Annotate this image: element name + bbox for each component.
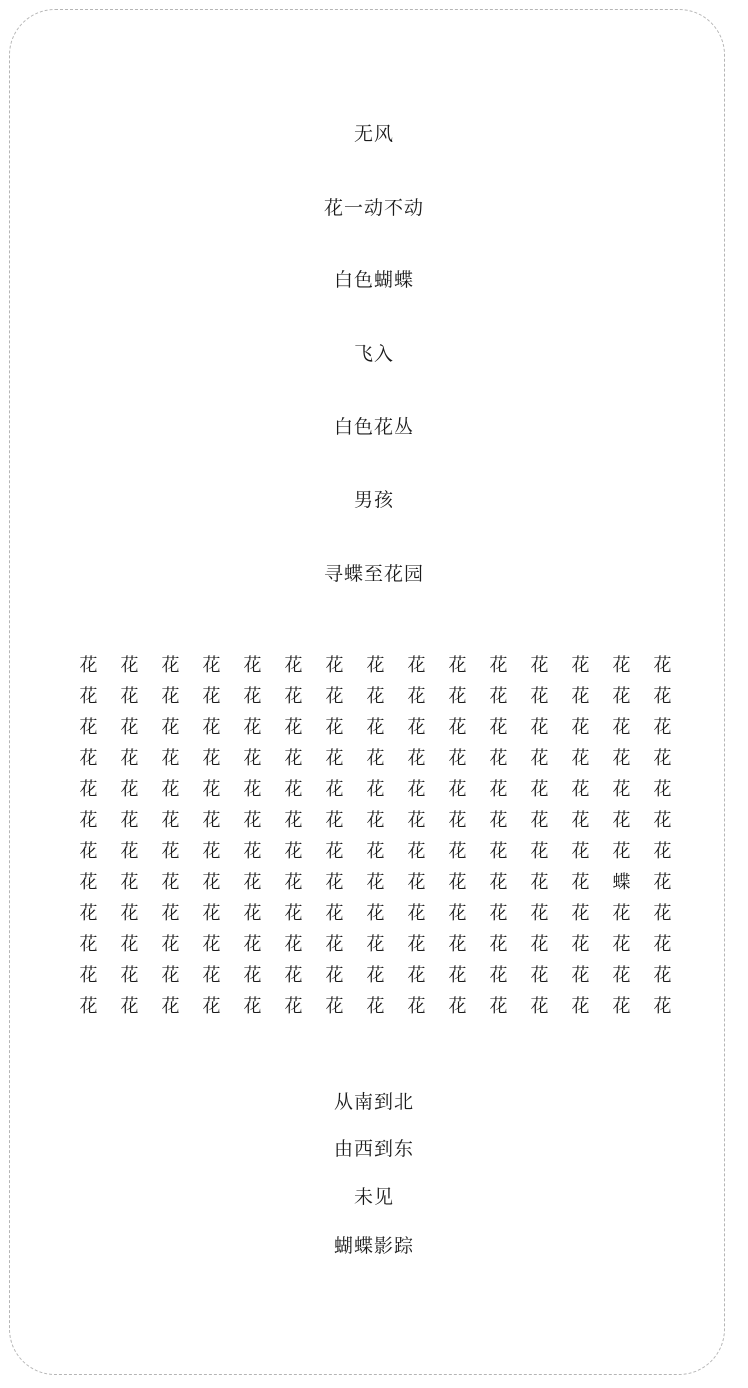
- flower-char: 花: [530, 903, 549, 924]
- flower-char: 花: [448, 934, 467, 955]
- flower-char: 花: [366, 934, 385, 955]
- flower-char: 花: [202, 965, 221, 986]
- flower-char: 花: [653, 996, 672, 1017]
- poem-line-11: 蝴蝶影踪: [333, 1235, 414, 1257]
- flower-char: 花: [653, 841, 672, 862]
- flower-char: 花: [120, 686, 139, 707]
- flower-char: 花: [79, 872, 98, 893]
- flower-char: 花: [243, 934, 262, 955]
- flower-char: 花: [202, 748, 221, 769]
- flower-char: 花: [202, 996, 221, 1017]
- flower-char: 花: [366, 996, 385, 1017]
- flower-char: 花: [161, 810, 180, 831]
- flower-char: 花: [366, 686, 385, 707]
- flower-char: 花: [284, 810, 303, 831]
- flower-char: 花: [448, 903, 467, 924]
- flower-char: 花: [284, 686, 303, 707]
- flower-char: 花: [79, 686, 98, 707]
- flower-char: 花: [653, 810, 672, 831]
- flower-char: 花: [366, 903, 385, 924]
- flower-char: 花: [120, 810, 139, 831]
- flower-char: 花: [571, 686, 590, 707]
- flower-char: 花: [79, 965, 98, 986]
- flower-char: 花: [79, 717, 98, 738]
- poem-line-4: 飞入: [353, 343, 394, 365]
- flower-char: 花: [366, 748, 385, 769]
- flower-char: 花: [120, 779, 139, 800]
- flower-char: 花: [653, 779, 672, 800]
- flower-char: 花: [161, 779, 180, 800]
- poem-line-7: 寻蝶至花园: [323, 563, 424, 585]
- flower-char: 花: [530, 779, 549, 800]
- flower-char: 花: [489, 655, 508, 676]
- flower-char: 花: [407, 655, 426, 676]
- flower-char: 花: [530, 655, 549, 676]
- butterfly-char: 蝶: [612, 872, 631, 893]
- flower-char: 花: [366, 779, 385, 800]
- flower-char: 花: [530, 810, 549, 831]
- flower-char: 花: [202, 655, 221, 676]
- flower-char: 花: [571, 779, 590, 800]
- flower-char: 花: [79, 903, 98, 924]
- flower-char: 花: [530, 686, 549, 707]
- flower-char: 花: [530, 965, 549, 986]
- flower-char: 花: [284, 779, 303, 800]
- flower-char: 花: [202, 903, 221, 924]
- flower-char: 花: [161, 965, 180, 986]
- flower-char: 花: [448, 872, 467, 893]
- flower-char: 花: [407, 748, 426, 769]
- flower-char: 花: [489, 903, 508, 924]
- flower-char: 花: [612, 965, 631, 986]
- flower-char: 花: [202, 810, 221, 831]
- flower-char: 花: [325, 717, 344, 738]
- flower-char: 花: [407, 965, 426, 986]
- flower-char: 花: [161, 996, 180, 1017]
- flower-char: 花: [243, 748, 262, 769]
- flower-char: 花: [530, 717, 549, 738]
- flower-char: 花: [366, 841, 385, 862]
- flower-char: 花: [530, 748, 549, 769]
- flower-char: 花: [325, 810, 344, 831]
- flower-char: 花: [612, 655, 631, 676]
- flower-char: 花: [161, 686, 180, 707]
- flower-char: 花: [79, 934, 98, 955]
- flower-char: 花: [243, 717, 262, 738]
- flower-char: 花: [325, 686, 344, 707]
- flower-char: 花: [612, 903, 631, 924]
- flower-char: 花: [571, 965, 590, 986]
- flower-char: 花: [407, 810, 426, 831]
- flower-char: 花: [530, 934, 549, 955]
- flower-char: 花: [571, 934, 590, 955]
- flower-char: 花: [407, 779, 426, 800]
- flower-char: 花: [243, 686, 262, 707]
- flower-char: 花: [120, 934, 139, 955]
- flower-char: 花: [407, 903, 426, 924]
- flower-char: 花: [407, 934, 426, 955]
- flower-char: 花: [243, 965, 262, 986]
- flower-char: 花: [325, 872, 344, 893]
- flower-char: 花: [612, 748, 631, 769]
- flower-char: 花: [571, 655, 590, 676]
- flower-char: 花: [571, 748, 590, 769]
- flower-garden-grid: [68, 650, 683, 1022]
- poem-line-6: 男孩: [353, 489, 394, 511]
- flower-char: 花: [407, 841, 426, 862]
- flower-char: 花: [243, 903, 262, 924]
- flower-char: 花: [284, 996, 303, 1017]
- flower-char: 花: [448, 779, 467, 800]
- flower-char: 花: [448, 965, 467, 986]
- flower-char: 花: [161, 903, 180, 924]
- flower-char: 花: [325, 996, 344, 1017]
- flower-char: 花: [407, 717, 426, 738]
- flower-char: 花: [243, 872, 262, 893]
- flower-char: 花: [612, 934, 631, 955]
- flower-char: 花: [120, 965, 139, 986]
- flower-char: 花: [161, 655, 180, 676]
- flower-char: 花: [571, 903, 590, 924]
- flower-char: 花: [284, 934, 303, 955]
- flower-char: 花: [79, 841, 98, 862]
- flower-char: 花: [161, 872, 180, 893]
- flower-char: 花: [489, 996, 508, 1017]
- flower-char: 花: [243, 779, 262, 800]
- poem-line-1: 无风: [353, 123, 394, 145]
- poem-line-10: 未见: [353, 1186, 394, 1208]
- flower-char: 花: [161, 841, 180, 862]
- flower-char: 花: [653, 934, 672, 955]
- flower-char: 花: [284, 655, 303, 676]
- flower-char: 花: [612, 686, 631, 707]
- flower-char: 花: [653, 965, 672, 986]
- poem-line-3: 白色蝴蝶: [333, 269, 414, 291]
- flower-char: 花: [366, 872, 385, 893]
- flower-char: 花: [79, 748, 98, 769]
- flower-char: 花: [366, 717, 385, 738]
- flower-char: 花: [202, 686, 221, 707]
- flower-char: 花: [366, 655, 385, 676]
- flower-char: 花: [202, 872, 221, 893]
- flower-char: 花: [284, 872, 303, 893]
- flower-char: 花: [571, 841, 590, 862]
- flower-char: 花: [489, 810, 508, 831]
- flower-char: 花: [325, 903, 344, 924]
- flower-char: 花: [653, 872, 672, 893]
- flower-char: 花: [79, 810, 98, 831]
- flower-char: 花: [571, 810, 590, 831]
- flower-char: 花: [653, 748, 672, 769]
- flower-char: 花: [120, 717, 139, 738]
- poem-line-5: 白色花丛: [333, 416, 414, 438]
- flower-char: 花: [366, 810, 385, 831]
- flower-char: 花: [120, 748, 139, 769]
- flower-char: 花: [79, 655, 98, 676]
- flower-char: 花: [120, 841, 139, 862]
- flower-char: 花: [489, 748, 508, 769]
- flower-char: 花: [448, 717, 467, 738]
- flower-char: 花: [653, 717, 672, 738]
- flower-char: 花: [448, 810, 467, 831]
- flower-char: 花: [79, 779, 98, 800]
- flower-char: 花: [489, 779, 508, 800]
- flower-char: 花: [325, 748, 344, 769]
- flower-char: 花: [407, 872, 426, 893]
- flower-char: 花: [612, 810, 631, 831]
- flower-char: 花: [284, 965, 303, 986]
- flower-char: 花: [612, 841, 631, 862]
- flower-char: 花: [530, 872, 549, 893]
- flower-char: 花: [489, 841, 508, 862]
- flower-char: 花: [653, 903, 672, 924]
- flower-char: 花: [571, 872, 590, 893]
- flower-char: 花: [612, 996, 631, 1017]
- flower-char: 花: [325, 934, 344, 955]
- poem-line-8: 从南到北: [333, 1091, 414, 1113]
- flower-char: 花: [448, 686, 467, 707]
- flower-char: 花: [325, 655, 344, 676]
- flower-char: 花: [120, 996, 139, 1017]
- flower-char: 花: [325, 779, 344, 800]
- flower-char: 花: [243, 655, 262, 676]
- flower-char: 花: [161, 748, 180, 769]
- poem-line-2: 花一动不动: [323, 197, 424, 219]
- flower-char: 花: [284, 841, 303, 862]
- flower-char: 花: [489, 965, 508, 986]
- flower-char: 花: [571, 996, 590, 1017]
- flower-char: 花: [530, 996, 549, 1017]
- flower-char: 花: [120, 903, 139, 924]
- flower-char: 花: [612, 717, 631, 738]
- flower-char: 花: [612, 779, 631, 800]
- flower-char: 花: [653, 686, 672, 707]
- flower-char: 花: [448, 748, 467, 769]
- poem-line-9: 由西到东: [333, 1138, 414, 1160]
- flower-char: 花: [161, 717, 180, 738]
- flower-char: 花: [407, 996, 426, 1017]
- flower-char: 花: [243, 810, 262, 831]
- flower-char: 花: [489, 934, 508, 955]
- flower-char: 花: [489, 686, 508, 707]
- flower-char: 花: [243, 996, 262, 1017]
- flower-char: 花: [161, 934, 180, 955]
- flower-char: 花: [243, 841, 262, 862]
- flower-char: 花: [284, 717, 303, 738]
- flower-char: 花: [448, 996, 467, 1017]
- flower-char: 花: [571, 717, 590, 738]
- flower-char: 花: [120, 655, 139, 676]
- flower-char: 花: [366, 965, 385, 986]
- flower-char: 花: [489, 872, 508, 893]
- flower-char: 花: [530, 841, 549, 862]
- flower-char: 花: [202, 841, 221, 862]
- flower-char: 花: [448, 841, 467, 862]
- flower-char: 花: [325, 841, 344, 862]
- flower-char: 花: [325, 965, 344, 986]
- flower-char: 花: [448, 655, 467, 676]
- flower-char: 花: [120, 872, 139, 893]
- flower-char: 花: [653, 655, 672, 676]
- flower-char: 花: [202, 779, 221, 800]
- flower-char: 花: [284, 903, 303, 924]
- flower-char: 花: [407, 686, 426, 707]
- flower-char: 花: [489, 717, 508, 738]
- flower-char: 花: [202, 934, 221, 955]
- flower-char: 花: [79, 996, 98, 1017]
- flower-char: 花: [284, 748, 303, 769]
- flower-char: 花: [202, 717, 221, 738]
